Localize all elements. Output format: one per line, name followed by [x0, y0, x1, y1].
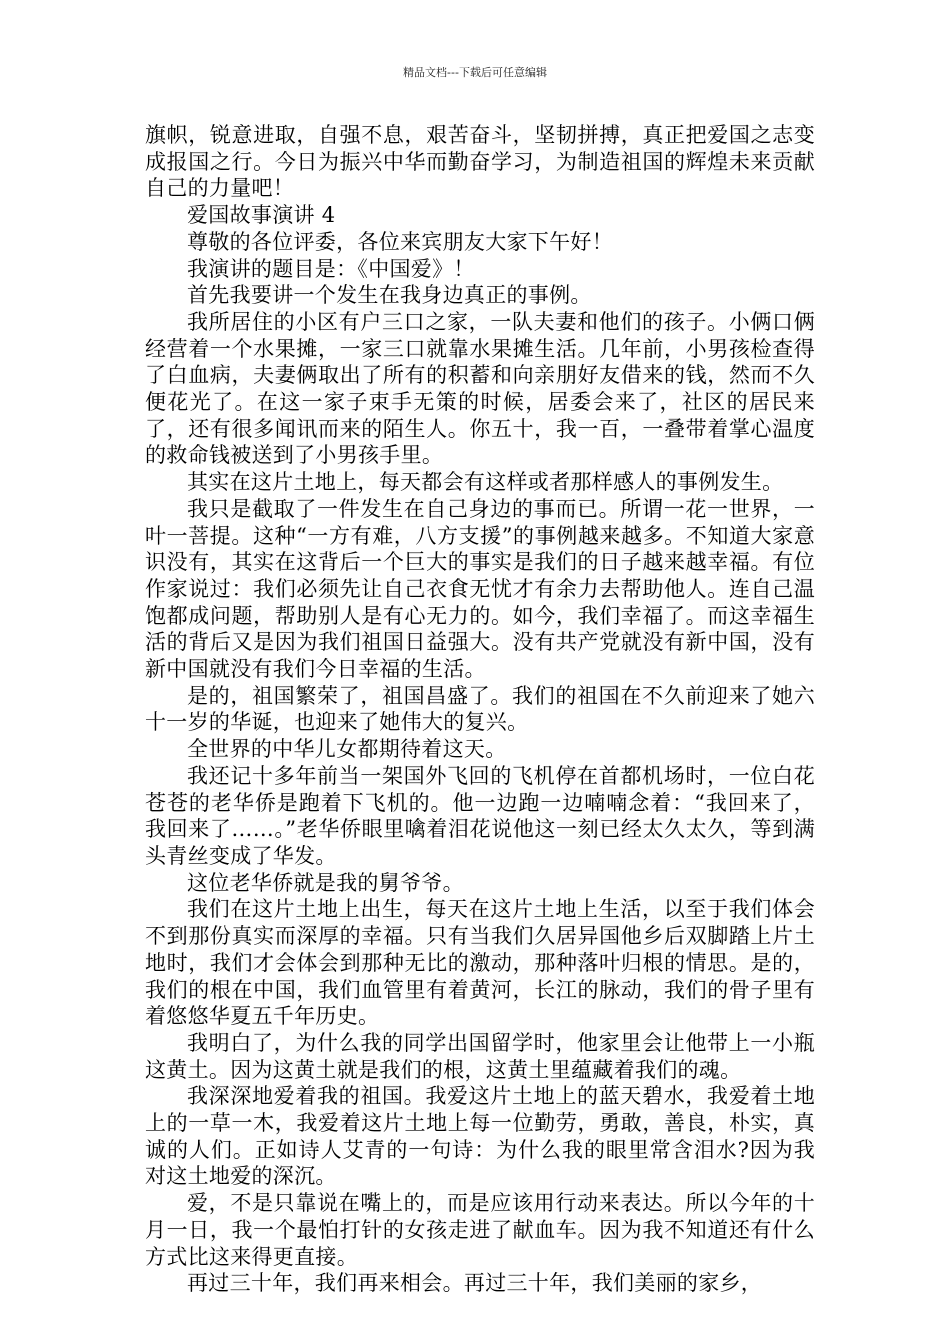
paragraph: 我深深地爱着我的祖国。我爱这片土地上的蓝天碧水，我爱着土地上的一草一木，我爱着这片土地上每一位勤劳，勇敢，善良，朴实，真诚的人们。正如诗人艾青的一句诗：为什么我的眼里常含泪水?因为我对这土地爱的深沉。 — [145, 1084, 815, 1189]
paragraph: 尊敬的各位评委，各位来宾朋友大家下午好！ — [187, 229, 613, 254]
paragraph: 旗帜，锐意进取，自强不息，艰苦奋斗，坚韧拼搏，真正把爱国之志变成报国之行。今日为振兴中华而勤奋学习，为制造祖国的辉煌未来贡献自己的力量吧！ — [145, 123, 815, 201]
paragraph: 其实在这片土地上，每天都会有这样或者那样感人的事例发生。 — [187, 470, 784, 495]
paragraph: 我只是截取了一件发生在自己身边的事而已。所谓一花一世界，一叶一菩提。这种“一方有难，八方支援”的事例越来越多。不知道大家意识没有，其实在这背后一个巨大的事实是我们的日子越来越幸福。有位作家说过：我们必须先让自己衣食无忧才有余力去帮助他人。连自己温饱都成问题，帮助别人是有心无力的。如今，我们幸福了。而这幸福生活的背后又是因为我们祖国日益强大。没有共产党就没有新中国，没有新中国就没有我们今日幸福的生活。 — [145, 496, 815, 682]
paragraph: 我们在这片土地上出生，每天在这片土地上生活，以至于我们体会不到那份真实而深厚的幸福。只有当我们久居异国他乡后双脚踏上片土地时，我们才会体会到那种无比的激动，那种落叶归根的情思。是的，我们的根在中国，我们血管里有着黄河，长江的脉动，我们的骨子里有着悠悠华夏五千年历史。 — [145, 897, 815, 1029]
document-body — [145, 122, 815, 1297]
paragraph: 我还记十多年前当一架国外飞回的飞机停在首都机场时，一位白花苍苍的老华侨是跑着下飞机的。他一边跑一边喃喃念着：“我回来了，我回来了……。”老华侨眼里噙着泪花说他这一刻已经太久太久，等到满头青丝变成了华发。 — [145, 763, 815, 868]
paragraph: 爱，不是只靠说在嘴上的，而是应该用行动来表达。所以今年的十月一日，我一个最怕打针的女孩走进了献血车。因为我不知道还有什么方式比这来得更直接。 — [145, 1191, 815, 1269]
section-title: 爱国故事演讲 4 — [187, 203, 336, 228]
paragraph: 首先我要讲一个发生在我身边真正的事例。 — [187, 283, 592, 308]
paragraph: 我演讲的题目是：《中国爱》！ — [187, 256, 475, 281]
paragraph: 这位老华侨就是我的舅爷爷。 — [187, 870, 464, 895]
paragraph: 我明白了，为什么我的同学出国留学时，他家里会让他带上一小瓶这黄土。因为这黄土就是我们的根，这黄土里蕴藏着我们的魂。 — [145, 1030, 815, 1082]
paragraph: 再过三十年，我们再来相会。再过三十年，我们美丽的家乡， — [187, 1271, 763, 1296]
paragraph: 我所居住的小区有户三口之家，一队夫妻和他们的孩子。小俩口俩经营着一个水果摊，一家三口就靠水果摊生活。几年前，小男孩检查得了白血病，夫妻俩取出了所有的积蓄和向亲朋好友借来的钱，然而不久便花光了。在这一家子束手无策的时候，居委会来了，社区的居民来了，还有很多闻讯而来的陌生人。你五十，我一百，一叠带着掌心温度的救命钱被送到了小男孩手里。 — [145, 309, 815, 468]
paragraph: 全世界的中华儿女都期待着这天。 — [187, 737, 507, 762]
page-header: 精品文档---下载后可任意编辑 — [403, 66, 547, 79]
paragraph: 是的，祖国繁荣了，祖国昌盛了。我们的祖国在不久前迎来了她六十一岁的华诞，也迎来了她伟大的复兴。 — [145, 683, 815, 735]
